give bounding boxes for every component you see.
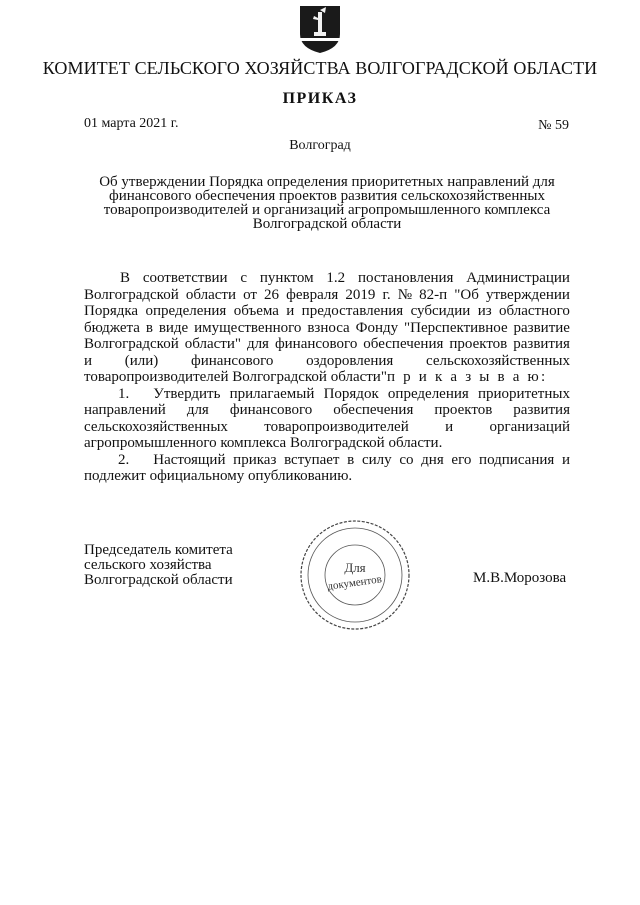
body-line bbox=[84, 419, 570, 436]
word: товаропроизводителей bbox=[264, 418, 409, 435]
word: предоставления bbox=[301, 303, 404, 319]
word: 26 bbox=[264, 286, 280, 303]
word: обеспечения bbox=[363, 336, 444, 352]
word: вступает bbox=[284, 451, 340, 468]
body-text: товаропроизводителей Волгоградской области" bbox=[84, 369, 387, 385]
word: приоритетных bbox=[477, 385, 570, 402]
body-line bbox=[84, 369, 570, 386]
word: из bbox=[477, 303, 492, 319]
word: и bbox=[286, 303, 295, 319]
body-text: агропромышленного комплекса Волгоградской области. bbox=[84, 435, 443, 451]
word: утверждении bbox=[485, 286, 570, 303]
position-line: Председатель комитета bbox=[84, 542, 233, 558]
stamp-text-line2: документов bbox=[326, 573, 383, 593]
document-date: 01 марта 2021 г. bbox=[84, 116, 179, 131]
position-line: Волгоградской области bbox=[84, 572, 233, 588]
signatory-name: М.В.Морозова bbox=[473, 570, 567, 586]
word: Фонду bbox=[355, 319, 399, 336]
document-number: № 59 bbox=[538, 118, 569, 133]
word: приказ bbox=[233, 451, 277, 468]
document-city: Волгоград bbox=[289, 138, 351, 153]
word: Утвердить bbox=[153, 385, 221, 402]
order-word: п р и к а з ы в а ю: bbox=[386, 369, 548, 385]
document-type: ПРИКАЗ bbox=[282, 90, 358, 107]
word: подписания bbox=[479, 451, 555, 468]
word: Настоящий bbox=[153, 451, 226, 468]
word: организаций bbox=[489, 418, 570, 435]
word: и bbox=[84, 352, 93, 369]
word: его bbox=[451, 451, 472, 468]
word: от bbox=[243, 286, 257, 303]
subject-line: товаропроизводителей и организаций агропромышленного комплекса bbox=[103, 202, 551, 218]
body-line bbox=[84, 435, 570, 452]
position-line: сельского хозяйства bbox=[84, 557, 212, 573]
body-text: подлежит официальному опубликованию. bbox=[84, 468, 353, 484]
body-line bbox=[84, 303, 570, 320]
word: проектов bbox=[434, 402, 493, 418]
word: пунктом bbox=[259, 270, 314, 286]
word: со bbox=[399, 451, 414, 468]
word: "Об bbox=[454, 286, 479, 303]
word: имущественного bbox=[194, 319, 302, 336]
word: Порядка bbox=[84, 303, 139, 319]
word: определения bbox=[387, 385, 469, 402]
word: в bbox=[145, 319, 153, 336]
word: В bbox=[120, 270, 131, 286]
word: 2019 bbox=[345, 286, 376, 303]
word: соответствии bbox=[142, 270, 228, 286]
word: 1.2 bbox=[326, 270, 346, 286]
organization-title: КОМИТЕТ СЕЛЬСКОГО ХОЗЯЙСТВА ВОЛГОГРАДСКОЙ ОБЛАСТИ bbox=[42, 58, 598, 78]
word: 82-п bbox=[419, 286, 448, 303]
word: сельскохозяйственных bbox=[84, 418, 228, 435]
body-line bbox=[84, 287, 570, 304]
word: области" bbox=[184, 336, 241, 352]
list-item-1 bbox=[84, 386, 570, 403]
word: сельскохозяйственных bbox=[426, 352, 570, 369]
word: взноса bbox=[307, 319, 350, 336]
word: для bbox=[186, 402, 209, 418]
word: финансового bbox=[190, 352, 274, 369]
word: областного bbox=[499, 303, 570, 319]
word: с bbox=[240, 270, 248, 286]
coat-of-arms-emblem bbox=[296, 4, 344, 54]
word: "Перспективное bbox=[404, 319, 508, 336]
word: объема bbox=[233, 303, 279, 319]
subject-line: Об утверждении Порядка определения приоритетных направлений для bbox=[99, 174, 555, 190]
word: развития bbox=[513, 402, 570, 418]
word: Порядок bbox=[323, 385, 379, 402]
word: Волгоградской bbox=[84, 336, 179, 352]
body-line bbox=[84, 402, 570, 419]
word: субсидии bbox=[410, 303, 471, 319]
word: прилагаемый bbox=[229, 385, 315, 402]
word: и bbox=[561, 451, 570, 468]
official-stamp bbox=[298, 518, 412, 632]
body-line bbox=[84, 270, 570, 287]
word: постановления bbox=[357, 270, 454, 286]
list-item-2 bbox=[84, 452, 570, 469]
word: развития bbox=[513, 336, 570, 352]
word: г. bbox=[382, 286, 391, 303]
word: проектов bbox=[449, 336, 508, 352]
word: финансового bbox=[274, 336, 358, 352]
word: бюджета bbox=[84, 319, 140, 336]
word: направлений bbox=[84, 402, 166, 418]
word: обеспечения bbox=[333, 402, 414, 418]
subject-line: финансового обеспечения проектов развития сельскохозяйственных bbox=[109, 188, 545, 204]
signatory-position bbox=[84, 543, 233, 588]
word: № bbox=[397, 286, 413, 303]
stamp-text-line1: Для bbox=[344, 560, 366, 575]
list-number: 2. bbox=[118, 451, 130, 468]
document-body bbox=[84, 270, 570, 485]
body-line bbox=[84, 320, 570, 337]
body-line bbox=[84, 468, 570, 485]
word: Администрации bbox=[466, 270, 570, 286]
word: Волгоградской bbox=[84, 286, 179, 303]
word: определения bbox=[145, 303, 227, 319]
word: виде bbox=[158, 319, 189, 336]
word: в bbox=[347, 451, 355, 468]
word: дня bbox=[421, 451, 444, 468]
word: оздоровления bbox=[306, 352, 394, 369]
word: (или) bbox=[124, 352, 159, 369]
word: силу bbox=[361, 451, 392, 468]
word: февраля bbox=[286, 286, 339, 303]
document-subject bbox=[84, 175, 570, 231]
word: и bbox=[445, 418, 454, 435]
subject-line: Волгоградской области bbox=[252, 216, 402, 232]
word: финансового bbox=[229, 402, 313, 418]
body-line bbox=[84, 336, 570, 353]
list-number: 1. bbox=[118, 385, 130, 402]
word: для bbox=[246, 336, 269, 352]
body-line bbox=[84, 353, 570, 370]
word: развитие bbox=[513, 319, 570, 336]
word: области bbox=[185, 286, 236, 303]
